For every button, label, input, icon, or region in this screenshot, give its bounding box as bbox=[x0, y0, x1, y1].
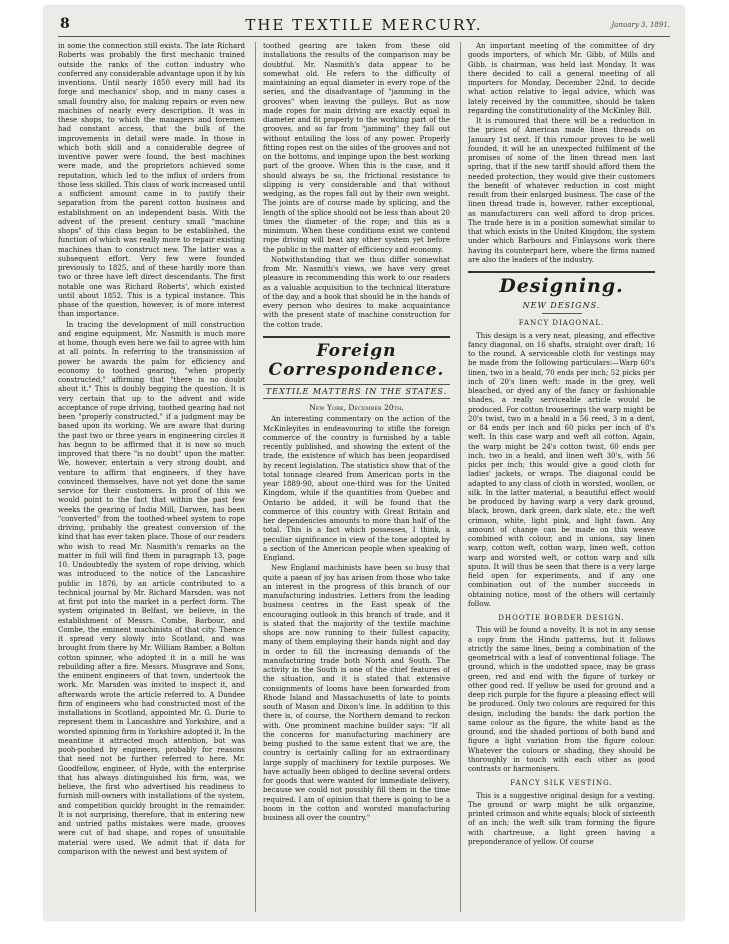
article-paragraph: Notwithstanding that we thus differ somewhat from Mr. Nasmith's views, we have very great pleasure in recommending this work to our readers as a valuable acquisition to the technical literature of the day, and a book that should be in the hands of every person who desires to make acquaintance with the present state of machine construction for the cotton trade. bbox=[263, 255, 450, 329]
article-paragraph: This will be found a novelty. It is not in any sense a copy from the Hindu patterns, but it follows strictly the same lines, being a combination of the geometrical with a leaf of conventional foliage. The ground, which is the undotted space, may be grass green, red and end with the figure of turkey or other good red. If yellow be used for ground and a deep rich purple for the figure a pleasing effect will be produced. Only two colours are required for this design, including the bands: the dark portion the same colour as the figure, the white band as the ground, and the shaded portions of both band and figure a light variation from the figure colour. Whatever the colours or shading, they should be thoroughly in touch with each other as good contrasts or harmonisers. bbox=[468, 626, 655, 773]
article-paragraph: An interesting commentary on the action of the McKinleyites in endeavouring to stifle the foreign commerce of the country is furnished by a table recently published, and showing the extent of the trade, the existence of which has been jeopardised by recent legislation. The statistics show that of the total tonnage cleared from American ports in the year 1889-90, about one-third was for the United Kingdom, while if the quantities from Quebec and Ontario be added, it will be found that the commerce of this country with Great Britain and her dependencies amounts to more than half of the total. This is a fact which possesses, I think, a peculiar significance in view of the tone adopted by a section of the American people when speaking of England. bbox=[263, 415, 450, 562]
article-paragraph: It is rumoured that there will be a reduction in the prices of American made linen threads on January 1st next. If this rumour proves to be well founded, it will be an unexpected fulfilment of the promises of some of the linen thread men last spring, that if the new tariff should afford them the needed protection, they would give their customers the benefit of whatever reduction in cost might result from their enlarged business. The case of the linen thread trade is, however, rather exceptional, as manufacturers can well afford to drop prices. The trade here is in a position somewhat similar to that which exists in the United Kingdom, the system under which Barbours and Finlaysons work there having its counterpart here, where the firms named are also the leaders of the industry. bbox=[468, 117, 655, 264]
subsection-title: DHOOTIE BORDER DESIGN. bbox=[498, 614, 625, 622]
section-title: Designing. bbox=[499, 275, 624, 297]
section-title-line1: Foreign bbox=[316, 340, 397, 361]
article-paragraph: This is a suggestive original design for a vesting. The ground or warp might be silk organzine, printed crimson and white equals; block of sixteenth of an inch; the weft silk tram forming the figure with chartreuse, a light green having a preponderance of yellow. Of course bbox=[468, 791, 655, 846]
section-title-line2: Correspondence. bbox=[268, 359, 445, 380]
article-paragraph: In tracing the development of mill construction and engine equipment, Mr. Nasmith is much more at home, though even here we fail to agree with him at all points. In referring to the transmission of power he awards the palm for efficiency and economy to toothed gearing, "when properly constructed," affirming that "there is no doubt about it." This is doubly begging the question. It is very certain that up to the advent and wide acceptance of rope driving, toothed gearing had not been "properly constructed," if a judgment may be based upon its working. We are aware that during the past two or three years in engineering circles it has begun to be affirmed that it is now so much improved that there "is no doubt" upon the matter. We, however, entertain a very strong doubt, and venture to affirm that engineers, if they have convinced themselves, have not yet done the same service for their customers. In proof of this we would point to the fact that within the past few weeks the gearing of India Mill, Darwen, has been "converted" from the toothed-wheel system to rope driving, probably the greatest conversion of the kind that has ever taken place. Those of our readers who wish to read Mr. Nasmith's remarks on the matter in full will find them in paragraph 13, page 10. Undoubtedly the system of rope driving, which was introduced to the notice of the Lancashire public in 1876, by an article contributed to a technical journal by Mr. Richard Marsden, was not at first put into the market in a perfect form. The system originated in Belfast, we believe, in the establishment of Messrs. Combe, Barbour, and Combe, the eminent machinists of that city. Thence it spread very slowly into Scotland, and was brought from there by Mr. William Bamber, a Bolton cotton spinner, who adopted it in a mill he was rebuilding after a fire. Messrs. Musgrave and Sons, the eminent engineers of that town, undertook the work. Mr. Marsden was invited to inspect it, and afterwards wrote the article referred to. A Dundee firm of engineers who had constructed most of the installations in Scotland, appointed Mr. G. Durie to represent them in Lancashire and Yorkshire, and a worsted spinning firm in Yorkshire adopted it. In the meantime it attracted much attention, but was pooh-poohed by engineers, probably for reasons that need not be further referred to here. Mr. Goodfellow, engineer, of Hyde, with the enterprise that has always distinguished his firm, was, we believe, the first who advertised his readiness to furnish mill-owners with installations of the system, and competition quickly brought in the remainder. It is not surprising, therefore, that in entering new and untried paths mistakes were made, grooves were cut of bad shape, and ropes of unsuitable material were used. We admit that if data for comparison with the newest and best system of bbox=[58, 320, 245, 856]
column-rule bbox=[255, 42, 256, 912]
section-subhead: TEXTILE MATTERS IN THE STATES. bbox=[263, 384, 450, 399]
article-paragraph: toothed gearing are taken from these old installations the results of the comparison may be doubtful. Mr. Nasmith's data appear to be somewhat old. He refers to the difficulty of maintaining an equal diameter in every rope of the series, and the disadvantage of "jamming in the grooves" when leaving the pulleys. But as now made ropes for main driving are exactly equal in diameter and fit properly to the working part of the grooves, and so far from "jamming" they fall out without entailing the loss of any power. Properly fitting ropes rest on the sides of the grooves and not on the bottoms, and impinge upon the best working part of the groove. When this is the case, and it should always be so, the frictional resistance to slipping is very considerable and that without wedging, as the ropes fall out by their own weight. The joints are of course made by splicing, and the length of the splice should not be less than about 20 times the diameter of the rope; and this as a minimum. When these conditions exist we contend rope driving will beat any other system yet before the public in the matter of efficiency and economy. bbox=[263, 42, 450, 254]
designing-heading bbox=[468, 271, 655, 296]
short-rule bbox=[542, 313, 582, 314]
column-3 bbox=[468, 42, 655, 914]
page-number: 8 bbox=[60, 16, 70, 32]
journal-title: THE TEXTILE MERCURY. bbox=[245, 16, 483, 34]
running-header bbox=[58, 16, 670, 37]
column-1 bbox=[58, 42, 245, 914]
issue-date: January 3, 1891. bbox=[611, 21, 670, 29]
article-paragraph: An important meeting of the committee of dry goods importers, of which Mr. Gibb, of Mills and Gibb, is chairman, was held last Monday. It was there decided to call a general meeting of all importers for Monday, December 22nd, to decide what action relative to legal advice, which was lately received by the committee, should be taken regarding the constitutionality of the McKinley Bill. bbox=[468, 42, 655, 115]
column-2 bbox=[263, 42, 450, 914]
subsection-title: FANCY SILK VESTING. bbox=[510, 779, 613, 788]
subsection-title: FANCY DIAGONAL. bbox=[518, 319, 605, 328]
article-paragraph: New England machinists have been so busy that quite a paean of joy has arisen from those who take an interest in the progress of this branch of our manufacturing industries. Letters from the leading business centres in the East speak of the encouraging outlook in this branch of trade, and it is stated that the majority of the textile machine shops are now running to their fullest capacity, many of them employing their hands night and day in order to fill the increasing demands of the manufacturing trade both North and South. The activity in the South is one of the chief features of the situation, and it is stated that extensive consignments of looms have been forwarded from Rhode Island and Massachusetts of late to points south of Mason and Dixon's line. In addition to this there is, of course, the Northern demand to reckon with. One prominent machine builder says: "If all the concerns for manufacturing machinery are being pushed to the same extent that we are, the country is certainly calling for an extraordinary large supply of machinery for textile purposes. We have actually been obliged to decline several orders for goods that were wanted for immediate delivery, because we could not possibly fill them in the time required. I am of opinion that there is going to be a boom in the cotton and worsted manufacturing business all over the country." bbox=[263, 564, 450, 822]
newspaper-page bbox=[44, 6, 684, 920]
dateline: New York, December 20th. bbox=[309, 403, 404, 412]
article-paragraph: in some the connection still exists. The late Richard Roberts was probably the first mechanic trained outside the ranks of the cotton industry who conferred any considerable advantage upon it by his inventions. Until nearly 1850 every mill had its forge and mechanics' shop, and in many cases a small foundry also, for making repairs or even new machines of nearly every description. It was in these shops, to which the managers and foremen had constant access, that the bulk of the improvements in detail were made. In those in which both skill and a considerable degree of inventive power were found, the best machines were made, and the proprietors achieved some reputation, which led to the influx of orders from those less skilled. This class of work increased until a sufficient amount came in to justify their separation from the parent cotton business and establishment on an independent basis. With the advent of the present century small "machine shops" of this class began to be established, the function of which was really more to repair existing machines than to construct new. The latter was a subsequent effort. Very few were founded previously to 1825, and of these hardly more than two or three have left direct descendants. The first notable one was Richard Roberts', which existed until about 1852. This is a typical instance. This phase of the question, however, is of more interest than importance. bbox=[58, 42, 245, 319]
foreign-correspondence-heading bbox=[263, 336, 450, 380]
article-paragraph: This design is a very neat, pleasing, and effective fancy diagonal, on 16 shafts, straight over draft; 16 to the round. A serviceable cloth for vestings may be made from the following particulars:—Warp 60's linen, two in a heald, 70 ends per inch; 52 picks per inch of 20's linen weft: made in the grey, well bleached, or dyed any of the fancy or fashionable shades, a really serviceable article would be produced. For cotton trouserings the warp might be 20's twist, two in a heald in a 56 reed, 3 in a dent, or 84 ends per inch and 60 picks per inch of 8's weft. In this case warp and weft all cotton. Again, the warp might be 24's cotton twist, 60 ends per inch, two in a heald, and linen weft 30's, with 56 picks per inch; this would give a good cloth for ladies' jackets, or wraps. The diagonal could be adapted to any class of cloth in worsted, woollen, or silk. In the latter material, a beautiful effect would be produced by having warp a very dark ground, black, brown, dark green, dark slate, etc.; the weft crimson, white, light pink, and light fawn. Any amount of change can be made on this weave combined with colour, and in unions, say linen warp, cotton weft, cotton warp, linen weft, cotton warp and worsted weft, or cotton warp and silk spuns. It will thus be seen that there is a very large field open for experiments, and if any one combination out of the number succeeds in obtaining notice, most of the others will certainly follow. bbox=[468, 331, 655, 608]
section-subhead: NEW DESIGNS. bbox=[522, 301, 601, 310]
column-rule bbox=[460, 42, 461, 912]
